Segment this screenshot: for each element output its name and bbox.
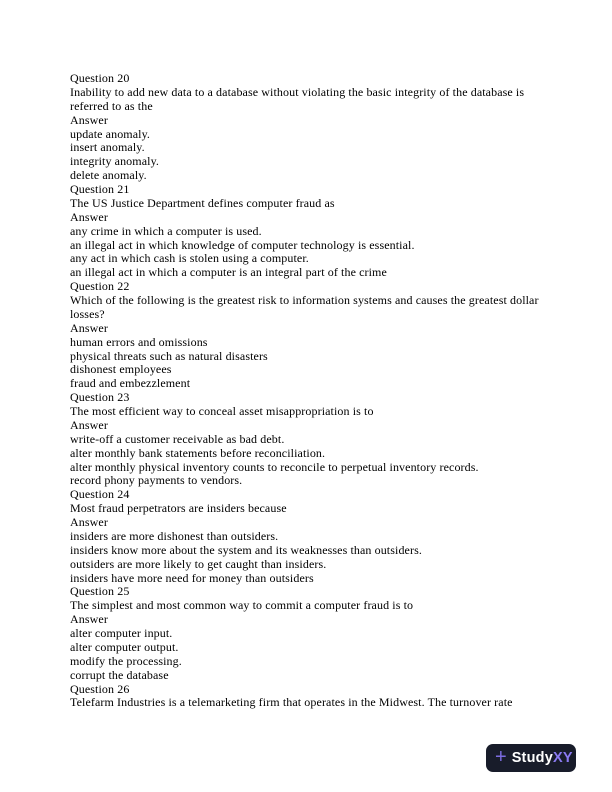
answer-choice: integrity anomaly. <box>70 154 159 169</box>
question-label: Question 21 <box>70 182 130 196</box>
answer-choice: modify the processing. <box>70 653 182 668</box>
answer-choice: insiders are more dishonest than outsiders. <box>70 528 279 543</box>
answer-choice: insert anomaly. <box>70 140 145 155</box>
question-label: Question 25 <box>70 584 130 599</box>
answer-choice: alter computer output. <box>70 639 179 654</box>
answer-choice: any crime in which a computer is used. <box>70 223 262 238</box>
question-prompt-line: Telefarm Industries is a telemarketing firm that operates in the Midwest. The turnover rate <box>70 695 513 710</box>
question-prompt-line: losses? <box>70 306 105 321</box>
question-label: Question 20 <box>70 71 130 85</box>
answer-label: Answer <box>70 612 108 627</box>
answer-choice: insiders know more about the system and its weaknesses than outsiders. <box>70 542 422 557</box>
answer-choice: write-off a customer receivable as bad debt. <box>70 431 285 446</box>
question-prompt-line: referred to as the <box>70 98 153 113</box>
question-prompt-line: Inability to add new data to a database without violating the basic integrity of the database is <box>70 84 525 99</box>
answer-label: Answer <box>70 515 108 529</box>
answer-choice: dishonest employees <box>70 362 172 377</box>
answer-choice: record phony payments to vendors. <box>70 473 243 488</box>
answer-choice: corrupt the database <box>70 667 169 682</box>
answer-choice: an illegal act in which a computer is an integral part of the crime <box>70 265 387 280</box>
answer-label: Answer <box>70 209 108 224</box>
question-label: Question 26 <box>70 681 130 696</box>
answer-label: Answer <box>70 320 108 335</box>
answer-choice: alter monthly physical inventory counts to reconcile to perpetual inventory records. <box>70 459 479 474</box>
answer-label: Answer <box>70 112 108 127</box>
studyxy-logo <box>486 744 576 772</box>
question-flow <box>70 72 592 710</box>
answer-choice: human errors and omissions <box>70 334 208 349</box>
question-prompt-line: Most fraud perpetrators are insiders because <box>70 501 287 516</box>
answer-choice: alter computer input. <box>70 626 173 640</box>
answer-choice: an illegal act in which knowledge of computer technology is essential. <box>70 237 415 252</box>
question-label: Question 24 <box>70 487 130 502</box>
answer-choice: insiders have more need for money than outsiders <box>70 570 314 585</box>
question-label: Question 22 <box>70 279 130 294</box>
answer-choice: alter monthly bank statements before reconciliation. <box>70 445 326 460</box>
answer-choice: delete anomaly. <box>70 168 147 183</box>
logo-text-study: Study <box>511 750 553 766</box>
question-prompt-line: The simplest and most common way to commit a computer fraud is to <box>70 598 414 613</box>
question-prompt-line: The US Justice Department defines computer fraud as <box>70 195 335 210</box>
answer-choice: physical threats such as natural disasters <box>70 348 268 363</box>
answer-choice: fraud and embezzlement <box>70 376 191 391</box>
logo-text-xy: XY <box>552 750 573 766</box>
plus-icon: + <box>495 746 507 768</box>
question-prompt-line: Which of the following is the greatest risk to information systems and causes the greatest dollar <box>70 293 539 307</box>
answer-choice: outsiders are more likely to get caught than insiders. <box>70 556 327 571</box>
answer-choice: update anomaly. <box>70 126 151 141</box>
question-prompt-line: The most efficient way to conceal asset misappropriation is to <box>70 404 374 418</box>
question-label: Question 23 <box>70 390 130 405</box>
answer-label: Answer <box>70 417 108 432</box>
answer-choice: any act in which cash is stolen using a computer. <box>70 251 309 266</box>
logo-text <box>512 750 573 766</box>
